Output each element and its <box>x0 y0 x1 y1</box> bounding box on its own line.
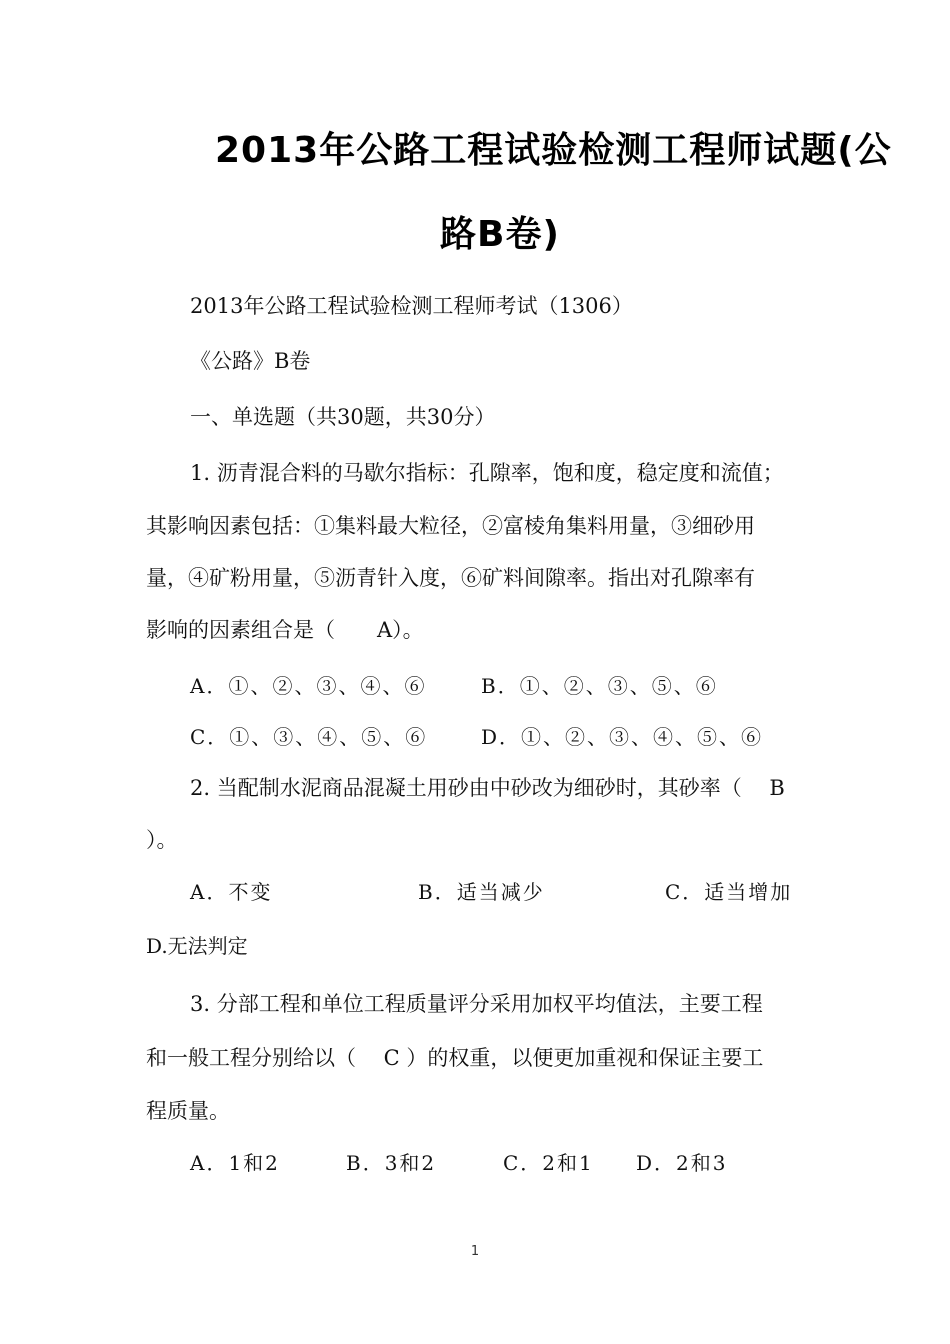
document-title-line-2: 路B卷) <box>440 214 560 255</box>
question-2-line-2: ）。 <box>146 828 178 852</box>
question-3-option-b: B．3和2 <box>346 1151 437 1175</box>
exam-name: 2013年公路工程试验检测工程师考试（1306） <box>190 294 633 318</box>
question-2-option-a: A．不变 <box>190 880 273 904</box>
paper-name: 《公路》B卷 <box>190 349 311 373</box>
question-1-option-a: A．①、②、③、④、⑥ <box>190 674 427 698</box>
page-number: 1 <box>470 1244 480 1259</box>
question-3-line-2: 和一般工程分别给以（ C ）的权重，以便更加重视和保证主要工 <box>146 1046 764 1070</box>
question-1-option-c: C．①、③、④、⑤、⑥ <box>190 725 428 749</box>
document-title-line-1: 2013年公路工程试验检测工程师试题(公 <box>215 130 892 171</box>
question-3-line-1: 3. 分部工程和单位工程质量评分采用加权平均值法，主要工程 <box>190 992 763 1016</box>
section-heading: 一、单选题（共30题，共30分） <box>190 405 496 429</box>
question-2-option-b: B．适当减少 <box>418 880 545 904</box>
question-1-option-d: D．①、②、③、④、⑤、⑥ <box>481 725 764 749</box>
question-2-line-1: 2. 当配制水泥商品混凝土用砂由中砂改为细砂时，其砂率（ B <box>190 776 785 800</box>
question-3-option-c: C．2和1 <box>503 1151 594 1175</box>
question-3-option-a: A．1和2 <box>190 1151 280 1175</box>
question-2-option-c: C．适当增加 <box>665 880 793 904</box>
question-1-line-3: 量，④矿粉用量，⑤沥青针入度，⑥矿料间隙率。指出对孔隙率有 <box>146 566 755 590</box>
question-1-option-b: B．①、②、③、⑤、⑥ <box>481 674 718 698</box>
question-2-option-d: D.无法判定 <box>146 934 248 958</box>
question-1-line-4: 影响的因素组合是（ A）。 <box>146 618 424 642</box>
question-3-option-d: D．2和3 <box>636 1151 728 1175</box>
question-3-line-3: 程质量。 <box>146 1099 230 1123</box>
question-1-line-2: 其影响因素包括：①集料最大粒径，②富棱角集料用量，③细砂用 <box>146 514 755 538</box>
question-1-line-1: 1. 沥青混合料的马歇尔指标：孔隙率，饱和度，稳定度和流值； <box>190 461 784 485</box>
